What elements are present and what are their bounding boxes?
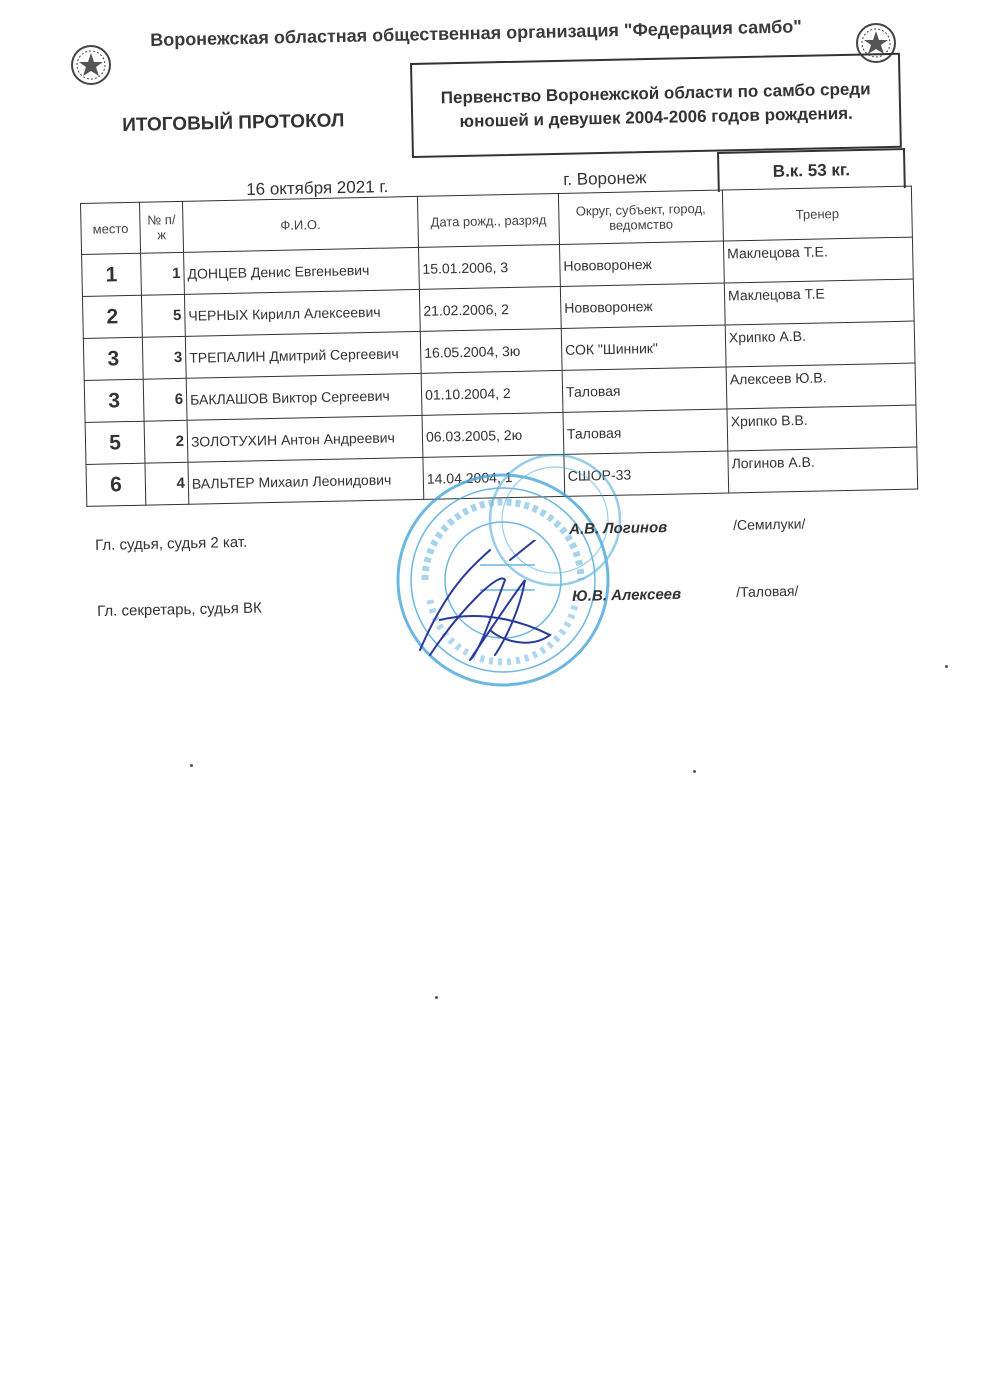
event-city: г. Воронеж xyxy=(563,168,647,189)
column-header-coach: Тренер xyxy=(722,186,912,241)
place-cell: 1 xyxy=(82,253,142,296)
competition-title: Первенство Воронежской области по самбо среди юношей и девушек 2004-2006 годов рождения. xyxy=(440,78,871,131)
scan-speck xyxy=(435,996,438,999)
birth-cell: 14.04.2004, 1 xyxy=(423,454,565,499)
column-header-birth: Дата рожд., разряд xyxy=(417,193,559,247)
birth-cell: 15.01.2006, 3 xyxy=(419,244,561,289)
coach-cell: Хрипко В.В. xyxy=(727,405,917,451)
name-cell: БАКЛАШОВ Виктор Сергеевич xyxy=(186,373,422,420)
scan-speck xyxy=(945,665,948,668)
region-cell: Таловая xyxy=(563,409,728,454)
protocol-title: ИТОГОВЫЙ ПРОТОКОЛ xyxy=(122,110,345,136)
number-cell: 3 xyxy=(142,336,186,379)
region-cell: СШОР-33 xyxy=(564,451,729,496)
name-cell: ВАЛЬТЕР Михаил Леонидович xyxy=(188,457,424,504)
chief-judge-label: Гл. судья, судья 2 кат. xyxy=(95,533,248,554)
chief-judge-name: А.В. Логинов xyxy=(569,518,668,538)
place-cell: 5 xyxy=(85,421,145,464)
birth-cell: 16.05.2004, 3ю xyxy=(420,328,562,373)
column-header-place: место xyxy=(81,202,141,254)
chief-secretary-label: Гл. секретарь, судья ВК xyxy=(97,599,262,620)
region-cell: Таловая xyxy=(562,367,727,412)
column-header-name: Ф.И.О. xyxy=(182,196,418,252)
region-cell: Нововоронеж xyxy=(559,241,724,286)
event-date: 16 октября 2021 г. xyxy=(246,177,389,199)
number-cell: 2 xyxy=(144,420,188,463)
number-cell: 1 xyxy=(141,252,185,295)
scan-speck xyxy=(693,770,696,773)
scan-speck xyxy=(190,764,193,767)
handwritten-signature-icon xyxy=(410,540,570,680)
number-cell: 4 xyxy=(145,462,189,505)
competition-box xyxy=(410,53,902,158)
birth-cell: 21.02.2006, 2 xyxy=(419,286,561,331)
chief-secretary-name: Ю.В. Алексеев xyxy=(572,585,682,605)
column-header-region: Округ, субъект, город, ведомство xyxy=(558,190,723,244)
coach-cell: Алексеев Ю.В. xyxy=(726,363,916,409)
region-cell: СОК "Шинник" xyxy=(561,325,726,370)
coach-cell: Маклецова Т.Е xyxy=(724,279,914,325)
chief-judge-location: /Семилуки/ xyxy=(733,515,806,533)
name-cell: ЗОЛОТУХИН Антон Андреевич xyxy=(187,415,423,462)
region-cell: Нововоронеж xyxy=(560,283,725,328)
coach-cell: Хрипко А.В. xyxy=(725,321,915,367)
sambo-federation-logo-left-icon xyxy=(70,44,112,86)
number-cell: 5 xyxy=(141,294,185,337)
birth-cell: 06.03.2005, 2ю xyxy=(422,412,564,457)
name-cell: ЧЕРНЫХ Кирилл Алексеевич xyxy=(184,289,420,336)
coach-cell: Логинов А.В. xyxy=(728,447,918,493)
weight-class: В.к. 53 кг. xyxy=(717,148,906,192)
place-cell: 6 xyxy=(86,463,146,506)
name-cell: ТРЕПАЛИН Дмитрий Сергеевич xyxy=(185,331,421,378)
birth-cell: 01.10.2004, 2 xyxy=(421,370,563,415)
organization-title: Воронежская областная общественная организация "Федерация самбо" xyxy=(150,16,803,50)
place-cell: 3 xyxy=(84,379,144,422)
number-cell: 6 xyxy=(143,378,187,421)
column-header-number: № п/ж xyxy=(139,201,183,253)
place-cell: 2 xyxy=(82,295,142,338)
chief-secretary-location: /Таловая/ xyxy=(736,582,799,600)
coach-cell: Маклецова Т.Е. xyxy=(723,237,913,283)
place-cell: 3 xyxy=(83,337,143,380)
name-cell: ДОНЦЕВ Денис Евгеньевич xyxy=(184,247,420,294)
